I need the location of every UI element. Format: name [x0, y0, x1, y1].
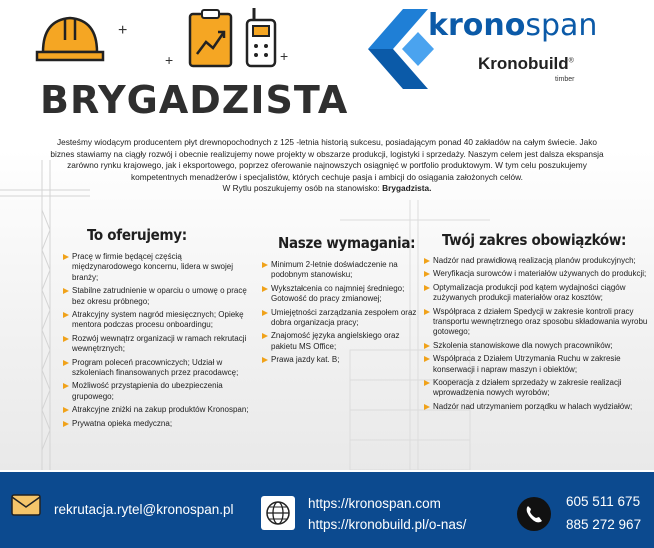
logo-kronobuild: Kronobuild — [478, 54, 569, 73]
phone-number-1[interactable]: 605 511 675 — [566, 494, 641, 509]
requirements-column — [262, 234, 420, 369]
list-item: Program poleceń pracowniczych; Udział w szkoleniach finansowanych przez pracodawcę; — [63, 358, 253, 379]
contact-footer — [0, 472, 654, 548]
logo-krono: krono — [428, 8, 526, 43]
page-title: BRYGADZISTA — [40, 78, 349, 122]
list-item: Nadzór nad prawidłową realizacją planów produkcyjnych; — [424, 256, 652, 266]
offer-heading: To oferujemy: — [87, 226, 187, 244]
kronobuild-logo-text: Kronobuild® — [478, 54, 574, 73]
plus-decoration-icon: + — [118, 22, 128, 39]
list-item: Pracę w firmie będącej częścią międzynarodowego koncernu, lidera w swojej branży; — [63, 252, 253, 283]
kronobuild-logo-timber: timber — [555, 76, 575, 83]
list-item: Kooperacja z działem sprzedaży w zakresie realizacji wprowadzenia nowych wyrobów; — [424, 378, 652, 399]
list-item: Prywatna opieka medyczna; — [63, 419, 253, 429]
list-item: Atrakcyjny system nagród miesięcznych; Opiekę mentora podczas procesu onboardingu; — [63, 310, 253, 331]
intro-paragraph — [50, 137, 604, 195]
list-item: Optymalizacja produkcji pod kątem wydajności ciągów zużywanych produkcji materiałów oraz kosztów; — [424, 283, 652, 304]
list-item: Współpraca z działem Spedycji w zakresie kontroli pracy transportu wewnętrznego oraz sposobu składowania wyrobu gotowego; — [424, 307, 652, 338]
logo-span: span — [525, 8, 598, 43]
website-link-kronobuild[interactable]: https://kronobuild.pl/o-nas/ — [308, 517, 467, 532]
list-item: Minimum 2-letnie doświadczenie na podobnym stanowisku; — [262, 260, 420, 281]
offer-column — [63, 226, 253, 432]
list-item: Umiejętności zarządzania zespołem oraz dobra organizacja pracy; — [262, 308, 420, 329]
list-item: Wykształcenia co najmniej średniego; Gotowość do pracy zmianowej; — [262, 284, 420, 305]
list-item: Możliwość przystąpienia do ubezpieczenia grupowego; — [63, 381, 253, 402]
list-item: Atrakcyjne zniżki na zakup produktów Kronospan; — [63, 405, 253, 415]
list-item: Współpraca z Działem Utrzymania Ruchu w zakresie konserwacji i napraw maszyn i obiektów; — [424, 354, 652, 375]
position-name: Brygadzista. — [382, 183, 432, 194]
globe-icon — [261, 496, 295, 530]
phone-icon — [516, 496, 552, 532]
hard-hat-icon — [35, 10, 105, 65]
list-item: Szkolenia stanowiskowe dla nowych pracowników; — [424, 341, 652, 351]
intro-line2: W Rytlu poszukujemy osób na stanowisko: — [222, 183, 383, 194]
list-item: Prawa jazdy kat. B; — [262, 355, 420, 365]
contact-email[interactable]: rekrutacja.rytel@kronospan.pl — [54, 502, 234, 517]
kronospan-logo-text — [428, 8, 597, 43]
list-item: Znajomość języka angielskiego oraz pakietu MS Office; — [262, 331, 420, 352]
list-item: Weryfikacja surowców i materiałów używanych do produkcji; — [424, 269, 652, 279]
plus-decoration-icon: + — [165, 52, 174, 68]
list-item: Stabilne zatrudnienie w oparciu o umowę o pracę bez okresu próbnego; — [63, 286, 253, 307]
duties-heading: Twój zakres obowiązków: — [442, 231, 627, 249]
list-item: Rozwój wewnątrz organizacji w ramach rekrutacji wewnętrznych; — [63, 334, 253, 355]
plus-decoration-icon: + — [280, 48, 289, 64]
website-link-kronospan[interactable]: https://kronospan.com — [308, 496, 441, 511]
duties-column — [424, 231, 652, 415]
intro-text: Jesteśmy wiodącym producentem płyt drewnopochodnych z 125 -letnia historią sukcesu, posiadającym ponad 40 zakładów na całym świecie. Jako biznes stawiamy na ciągły rozwój i obecnie realizujemy nowe projekty w obszarze produkcji, logistyki i sprzedaży. Naszym celem jest dalsza ekspansja zarówno rynku krajowego, jak i eksportowego, poprzez oferowanie najnowszych osiągnięć w portfolio produktowym. W tym celu poszukujemy kompetentnych menadżerów i specjalistów, których cechuje pasja i ambicji do osiągania założonych celów. — [50, 137, 604, 182]
walkie-talkie-icon — [244, 6, 278, 68]
clipboard-chart-icon — [188, 8, 233, 68]
header — [0, 0, 654, 120]
envelope-icon — [11, 494, 41, 516]
list-item: Nadzór nad utrzymaniem porządku w halach wydziałów; — [424, 402, 652, 412]
phone-number-2[interactable]: 885 272 967 — [566, 517, 642, 532]
requirements-heading: Nasze wymagania: — [278, 234, 416, 252]
